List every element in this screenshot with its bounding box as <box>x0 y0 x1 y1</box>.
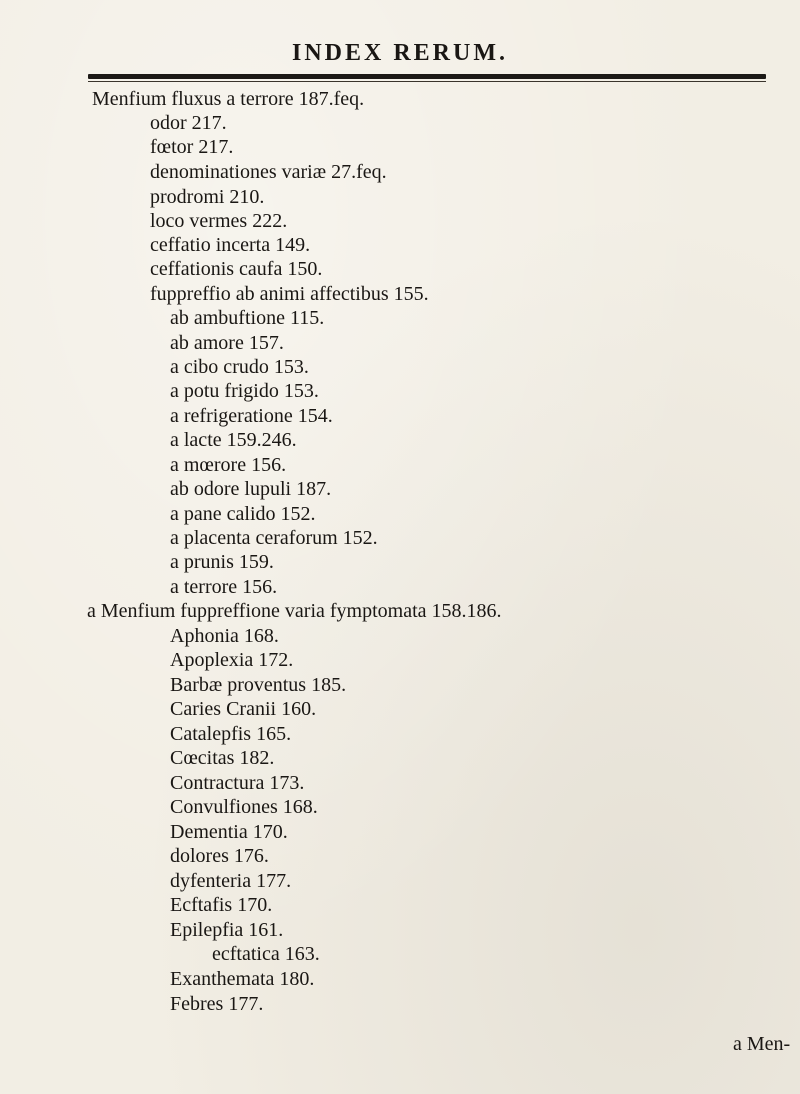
index-entry: a refrigeratione 154. <box>170 405 333 427</box>
header-rule-thin <box>88 81 766 82</box>
index-entry: Febres 177. <box>170 993 264 1015</box>
index-entry: Convulfiones 168. <box>170 796 318 818</box>
index-entry: ceffationis caufa 150. <box>150 258 323 280</box>
index-entry: fuppreffio ab animi affectibus 155. <box>150 283 429 305</box>
index-entry: odor 217. <box>150 112 227 134</box>
index-entry: Contractura 173. <box>170 772 305 794</box>
index-entry: a prunis 159. <box>170 551 274 573</box>
index-entry: Caries Cranii 160. <box>170 698 317 720</box>
index-entry: Catalepfis 165. <box>170 723 292 745</box>
index-entry: a pane calido 152. <box>170 503 316 525</box>
index-entry: denominationes variæ 27.feq. <box>150 161 387 183</box>
index-entry: Aphonia 168. <box>170 625 279 647</box>
index-entry-heading: Menfium fluxus a terrore 187.feq. <box>92 88 365 110</box>
index-entry: a mœrore 156. <box>170 454 287 476</box>
index-entry: Cœcitas 182. <box>170 747 275 769</box>
index-entry: a terrore 156. <box>170 576 278 598</box>
index-entry: ecftatica 163. <box>212 943 320 965</box>
index-entry: a cibo crudo 153. <box>170 356 309 378</box>
index-entry: ab odore lupuli 187. <box>170 478 332 500</box>
index-entry: prodromi 210. <box>150 186 265 208</box>
index-entry: dolores 176. <box>170 845 269 867</box>
catchword: a Men- <box>733 1033 791 1055</box>
index-entry: Apoplexia 172. <box>170 649 294 671</box>
index-entry: a potu frigido 153. <box>170 380 319 402</box>
index-entry: dyfenteria 177. <box>170 870 292 892</box>
index-entry: Barbæ proventus 185. <box>170 674 347 696</box>
header-rule <box>88 74 766 79</box>
index-entry: loco vermes 222. <box>150 210 288 232</box>
index-entry: Dementia 170. <box>170 821 288 843</box>
index-entry: ceffatio incerta 149. <box>150 234 311 256</box>
index-entry: Epilepfia 161. <box>170 919 284 941</box>
index-entry: Exanthemata 180. <box>170 968 315 990</box>
index-entry: a placenta ceraforum 152. <box>170 527 378 549</box>
index-entry: ab ambuftione 115. <box>170 307 325 329</box>
index-entry: ab amore 157. <box>170 332 284 354</box>
page-header: INDEX RERUM. <box>292 40 508 66</box>
index-entry: a lacte 159.246. <box>170 429 297 451</box>
index-entry: fœtor 217. <box>150 136 234 158</box>
index-entry: Ecftafis 170. <box>170 894 273 916</box>
index-entry-heading: a Menfium fuppreffione varia fymptomata 158.186. <box>87 600 502 622</box>
